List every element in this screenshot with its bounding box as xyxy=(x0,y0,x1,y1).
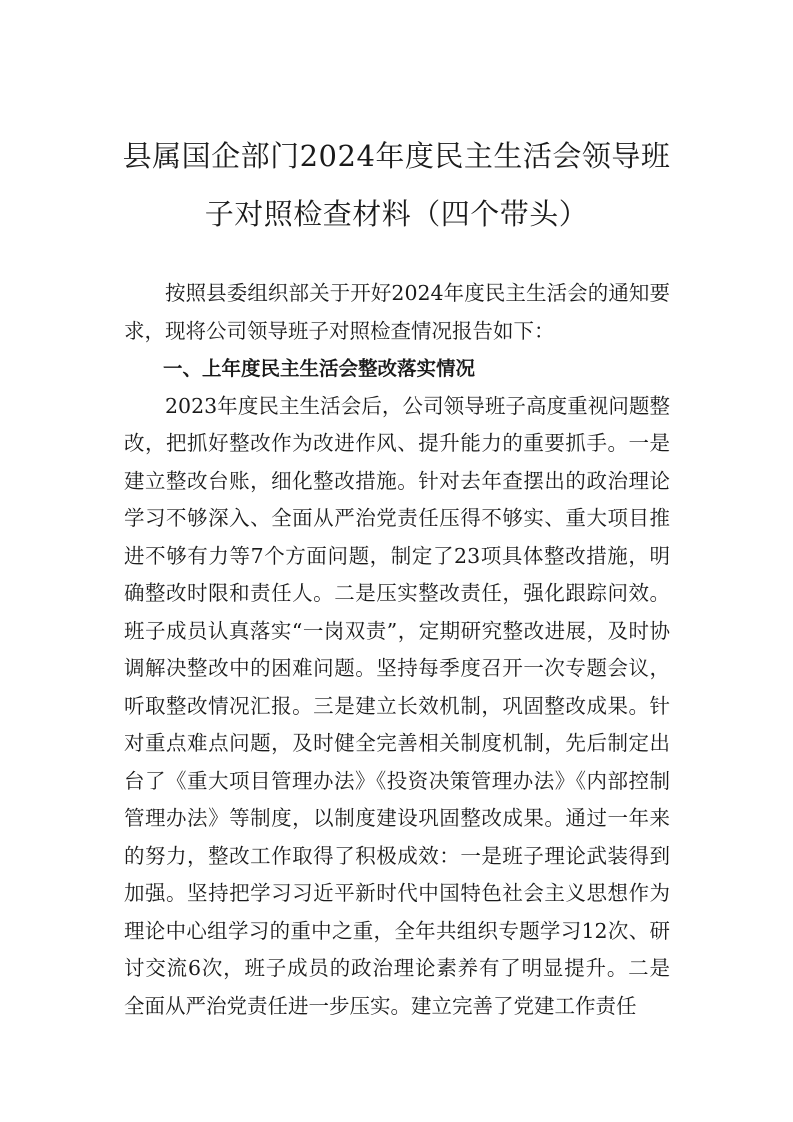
section-1-heading: 一、上年度民主生活会整改落实情况 xyxy=(163,357,476,380)
document-title-line-2: 子对照检查材料（四个带头） xyxy=(204,197,589,231)
intro-paragraph: 按照县委组织部关于开好2024年度民主生活会的通知要求，现将公司领导班子对照检查情况报告如下： xyxy=(124,281,670,343)
document-title-line-1: 县属国企部门2024年度民主生活会领导班 xyxy=(122,139,671,173)
section-1-paragraph: 2023年度民主生活会后，公司领导班子高度重视问题整改，把抓好整改作为改进作风、提升能力的重要抓手。一是建立整改台账，细化整改措施。针对去年查摆出的政治理论学习不够深入、全面从严治党责任压得不够实、重大项目推进不够有力等7个方面问题，制定了23项具体整改措施，明确整改时限和责任人。二是压实整改责任，强化跟踪问效。班子成员认真落实“一岗双责”，定期研究整改进展，及时协调解决整改中的困难问题。坚持每季度召开一次专题会议，听取整改情况汇报。三是建立长效机制，巩固整改成果。针对重点难点问题，及时健全完善相关制度机制，先后制定出台了《重大项目管理办法》《投资决策管理办法》《内部控制管理办法》等制度，以制度建设巩固整改成果。通过一年来的努力，整改工作取得了积极成效：一是班子理论武装得到加强。坚持把学习习近平新时代中国特色社会主义思想作为理论中心组学习的重中之重，全年共组织专题学习12次、研讨交流6次，班子成员的政治理论素养有了明显提升。二是全面从严治党责任进一步压实。建立完善了党建工作责任 xyxy=(124,393,670,1018)
document-body xyxy=(124,275,670,1025)
